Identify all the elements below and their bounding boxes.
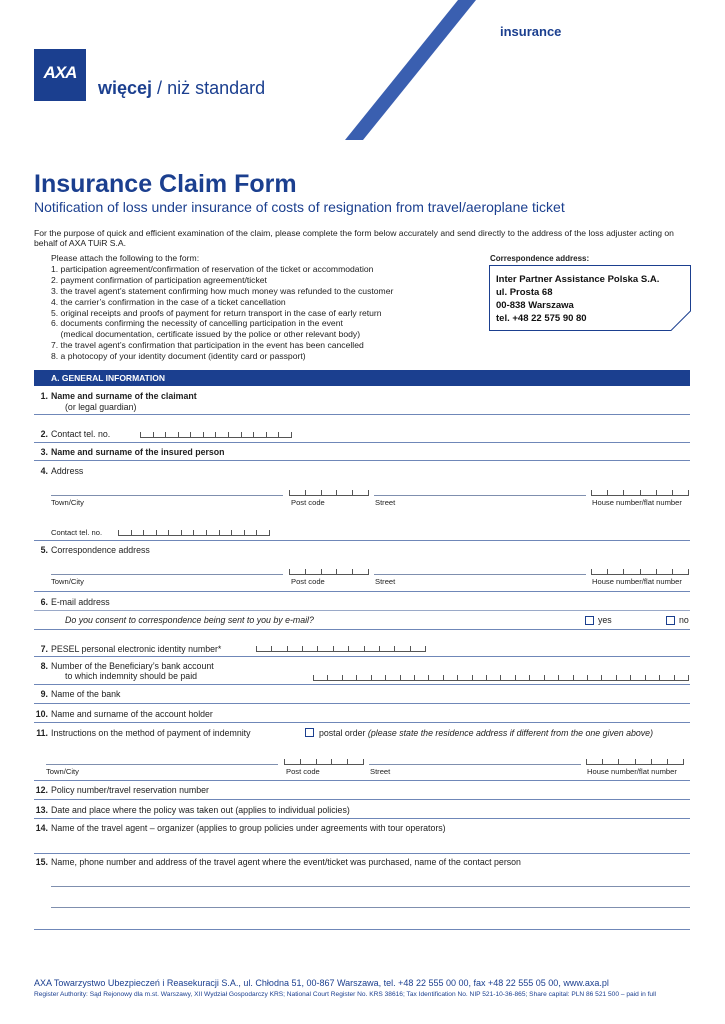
- consent-no-label: no: [679, 615, 689, 625]
- slogan: [98, 78, 265, 99]
- attachment-item: (medical documentation, certificate issued by the police or other relevant body): [51, 329, 361, 340]
- field-3-label: 3. Name and surname of the insured person: [40, 447, 225, 457]
- axa-logo-text: AXA: [43, 63, 77, 82]
- field-14-label: 14. Name of the travel agent – organizer (applies to group policies under agreements with tour operators): [35, 823, 446, 833]
- payment-postcode-boxes[interactable]: [284, 759, 364, 765]
- payment-town-input[interactable]: [46, 764, 278, 765]
- correspondence-address: [496, 273, 659, 325]
- field-4-label: 4. Address: [40, 466, 84, 476]
- account-holder-line[interactable]: [34, 722, 690, 723]
- attachment-item: 6. documents confirming the necessity of cancelling participation in the event: [51, 318, 343, 329]
- attachment-item: 7. the travel agent’s confirmation that participation in the event has been cancelled: [51, 340, 364, 351]
- payment-house-boxes[interactable]: [586, 759, 684, 765]
- attachment-item: 2. payment confirmation of participation agreement/ticket: [51, 274, 267, 285]
- corr-street-input[interactable]: [374, 574, 586, 575]
- page-title: Insurance Claim Form: [34, 170, 297, 198]
- town-label: Town/City: [51, 498, 84, 507]
- postcode-label: Post code: [291, 577, 325, 586]
- corr-line: tel. +48 22 575 90 80: [496, 313, 587, 324]
- field-6-label: 6. E-mail address: [40, 597, 110, 607]
- house-label: House number/flat number: [592, 577, 682, 586]
- field-9-label: 9. Name of the bank: [40, 689, 121, 699]
- contact-phone-boxes[interactable]: [118, 530, 270, 536]
- divider: [34, 780, 690, 781]
- email-consent-question: Do you consent to correspondence being sent to you by e-mail?: [65, 615, 314, 625]
- slogan-rest: niż standard: [167, 78, 266, 98]
- intro-text: For the purpose of quick and efficient examination of the claim, please complete the form below accurately and send directly to the address of the loss adjuster acting on behalf of AXA TUiR S.A.: [34, 228, 674, 248]
- field-5-label: 5. Correspondence address: [40, 545, 150, 555]
- town-input[interactable]: [51, 495, 283, 496]
- attachment-item: 3. the travel agent’s statement confirming how much money was refunded to the customer: [51, 285, 394, 296]
- field-1-line[interactable]: [34, 414, 690, 415]
- attachments-heading: Please attach the following to the form:: [51, 253, 200, 263]
- slogan-bold: więcej: [98, 78, 153, 98]
- street-label: Street: [370, 767, 391, 776]
- contact-tel-label: Contact tel. no.: [51, 528, 103, 537]
- consent-yes-checkbox[interactable]: [585, 616, 594, 625]
- travel-agent-line[interactable]: [34, 853, 690, 854]
- corr-postcode-boxes[interactable]: [289, 569, 369, 575]
- divider: [34, 591, 690, 592]
- axa-logo: [34, 49, 86, 101]
- divider: [34, 684, 690, 685]
- agent-details-line-1[interactable]: [51, 886, 690, 887]
- corr-house-boxes[interactable]: [591, 569, 689, 575]
- attachment-item: 5. original receipts and proofs of payment for return transport in the case of early return: [51, 307, 382, 318]
- divider: [34, 629, 690, 630]
- street-label: Street: [375, 498, 396, 507]
- postcode-label: Post code: [286, 767, 320, 776]
- field-15-label: 15. Name, phone number and address of the travel agent where the event/ticket was purchased, name of the contact person: [35, 857, 521, 867]
- postal-order-checkbox[interactable]: [305, 728, 314, 737]
- divider: [34, 540, 690, 541]
- street-label: Street: [375, 577, 396, 586]
- corr-town-input[interactable]: [51, 574, 283, 575]
- field-1-label: 1. Name and surname of the claimant: [40, 391, 197, 401]
- brand-label: insurance: [500, 24, 562, 39]
- field-8-label: 8. Number of the Beneficiary’s bank account: [40, 661, 214, 671]
- field-12-label: 12. Policy number/travel reservation number: [35, 785, 209, 795]
- bank-account-boxes[interactable]: [313, 675, 689, 681]
- house-label: House number/flat number: [592, 498, 682, 507]
- correspondence-label: Correspondence address:: [490, 254, 590, 263]
- field-13-label: 13. Date and place where the policy was taken out (applies to individual policies): [35, 805, 350, 815]
- attachments-list: [51, 253, 481, 362]
- divider: [34, 656, 690, 657]
- section-a-header: [34, 370, 690, 386]
- corr-line: Inter Partner Assistance Polska S.A.: [496, 274, 660, 285]
- field-8-sub: to which indemnity should be paid: [65, 671, 198, 681]
- agent-details-line-3[interactable]: [34, 929, 690, 930]
- field-1-sub: (or legal guardian): [65, 402, 137, 412]
- postcode-label: Post code: [291, 498, 325, 507]
- bank-name-line[interactable]: [34, 703, 690, 704]
- policy-date-line[interactable]: [34, 818, 690, 819]
- attachment-item: 1. participation agreement/confirmation of reservation of the ticket or accommodation: [51, 263, 374, 274]
- field-11-label: 11. Instructions on the method of payment of indemnity: [36, 728, 251, 738]
- postal-order-label: postal order (please state the residence address if different from the one given above): [319, 728, 654, 738]
- divider: [34, 442, 690, 443]
- agent-details-line-2[interactable]: [51, 907, 690, 908]
- town-label: Town/City: [46, 767, 79, 776]
- policy-number-line[interactable]: [34, 799, 690, 800]
- consent-yes-label: yes: [598, 615, 612, 625]
- header-stripe: [330, 0, 490, 140]
- corr-line: 00-838 Warszawa: [496, 300, 574, 311]
- section-a-title: A. GENERAL INFORMATION: [51, 373, 165, 383]
- field-2-label: 2. Contact tel. no.: [40, 429, 111, 439]
- field-3-line[interactable]: [34, 460, 690, 461]
- field-7-label: 7. PESEL personal electronic identity number*: [40, 644, 222, 654]
- slogan-slash-icon: /: [152, 78, 168, 98]
- pesel-boxes[interactable]: [256, 646, 426, 652]
- house-number-boxes[interactable]: [591, 490, 689, 496]
- footer-register: Register Authority: Sąd Rejonowy dla m.st. Warszawy, XII Wydział Gospodarczy KRS; National Court Register No. KRS 38616; Tax Identification No. NIP 521-10-36-865; Share capital: PLN 86 521 500 – paid in full: [34, 991, 657, 998]
- phone-boxes[interactable]: [140, 432, 292, 438]
- postcode-boxes[interactable]: [289, 490, 369, 496]
- page-subtitle: Notification of loss under insurance of costs of resignation from travel/aeroplane ticket: [34, 199, 565, 215]
- email-line[interactable]: [34, 610, 690, 611]
- attachment-item: 8. a photocopy of your identity document (identity card or passport): [51, 351, 306, 362]
- attachment-item: 4. the carrier’s confirmation in the case of a ticket cancellation: [51, 296, 286, 307]
- consent-no-checkbox[interactable]: [666, 616, 675, 625]
- field-10-label: 10. Name and surname of the account holder: [35, 709, 213, 719]
- payment-street-input[interactable]: [369, 764, 581, 765]
- corr-line: ul. Prosta 68: [496, 287, 553, 298]
- town-label: Town/City: [51, 577, 84, 586]
- street-input[interactable]: [374, 495, 586, 496]
- footer-company: AXA Towarzystwo Ubezpieczeń i Reasekuracji S.A., ul. Chłodna 51, 00-867 Warszawa, tel. +48 22 555 00 00, fax +48 22 555 05 00, www.axa.pl: [34, 978, 609, 988]
- house-label: House number/flat number: [587, 767, 677, 776]
